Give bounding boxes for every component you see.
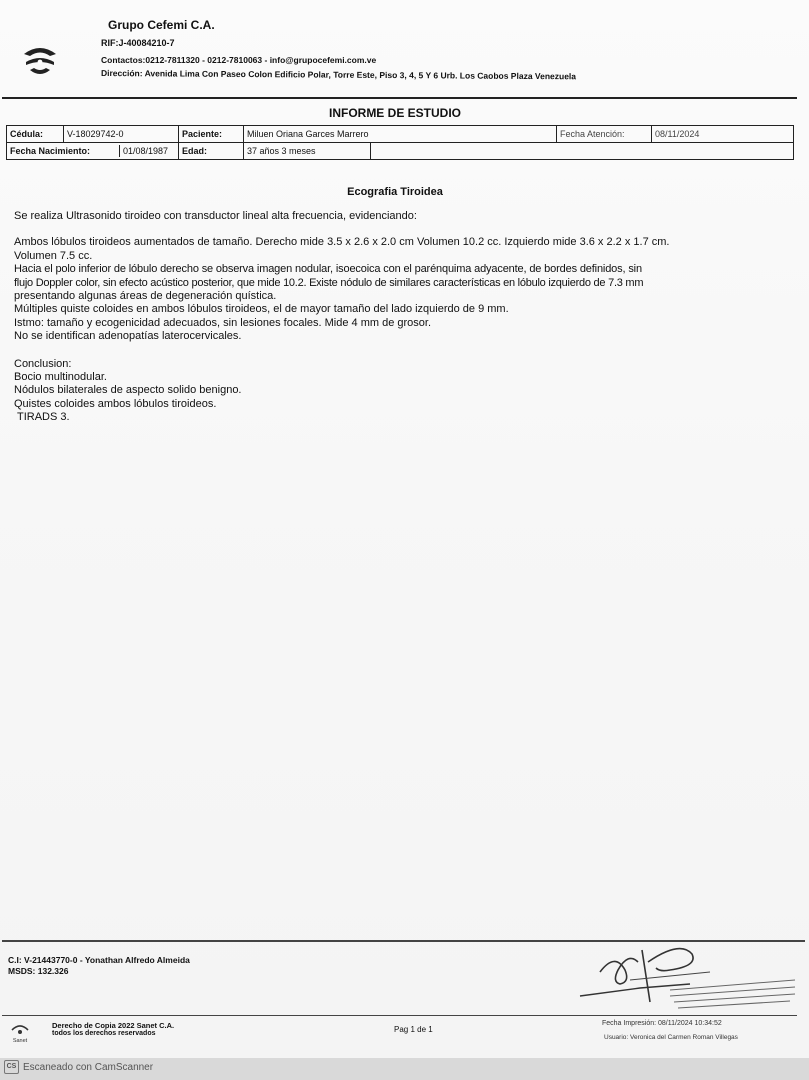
- page-number: Pag 1 de 1: [394, 1025, 433, 1034]
- patient-info-row-2: [7, 143, 794, 160]
- conclusion-line: TIRADS 3.: [17, 411, 70, 424]
- empty-cell: [371, 143, 794, 160]
- finding-line: Hacia el polo inferior de lóbulo derecho se observa imagen nodular, isoecoica con el parénquima adyacente, de bordes definidos, sin: [14, 263, 642, 276]
- finding-line: Volumen 7.5 cc.: [14, 249, 93, 262]
- header-divider: [2, 97, 797, 99]
- patient-info-row-1: [7, 126, 794, 143]
- company-address: Dirección: Avenida Lima Con Paseo Colon Edificio Polar, Torre Este, Piso 3, 4, 5 Y 6 Urb. Los Caobos Plaza Venezuela: [100, 68, 577, 82]
- finding-line: No se identifican adenopatías laterocervicales.: [14, 330, 242, 343]
- conclusion-line: Nódulos bilaterales de aspecto solido benigno.: [14, 384, 242, 397]
- report-title: INFORME DE ESTUDIO: [328, 106, 461, 120]
- company-rif: RIF:J-40084210-7: [101, 38, 175, 48]
- doctor-id: C.I: V-21443770-0 - Yonathan Alfredo Almeida: [8, 955, 190, 965]
- report-body: [14, 210, 794, 425]
- fecha-nacimiento-value: 01/08/1987: [123, 146, 169, 156]
- sanet-logo-icon: [8, 1020, 32, 1044]
- sanet-label: Sanet: [12, 1038, 28, 1044]
- finding-line: Ambos lóbulos tiroideos aumentados de tamaño. Derecho mide 3.5 x 2.6 x 2.0 cm Volumen 10.2 cc. Izquierdo mide 3.6 x 2.2 x 1.7 cm.: [14, 236, 670, 249]
- company-name: Grupo Cefemi C.A.: [108, 18, 215, 32]
- camscanner-label: Escaneado con CamScanner: [23, 1061, 154, 1073]
- fecha-atencion-value: 08/11/2024: [652, 126, 794, 143]
- copyright-line-2: todos los derechos reservados: [52, 1030, 156, 1037]
- study-intro: Se realiza Ultrasonido tiroideo con transductor lineal alta frecuencia, evidenciando:: [14, 210, 417, 222]
- edad-label: Edad:: [179, 143, 244, 160]
- footer-bottom-divider: [2, 1015, 797, 1016]
- conclusion-label: Conclusion:: [14, 357, 72, 370]
- company-contacts: Contactos:0212-7811320 - 0212-7810063 - info@grupocefemi.com.ve: [101, 55, 377, 65]
- study-title: Ecografia Tiroidea: [347, 186, 443, 198]
- edad-value: 37 años 3 meses: [244, 143, 371, 160]
- patient-info-table: [6, 125, 794, 160]
- print-date: Fecha Impresión: 08/11/2024 10:34:52: [602, 1020, 722, 1027]
- cedula-label: Cédula:: [7, 126, 64, 143]
- print-user: Usuario: Veronica del Carmen Roman Villegas: [604, 1034, 738, 1041]
- fecha-nacimiento-label: Fecha Nacimiento:: [7, 145, 120, 157]
- signature-stamp: [570, 932, 800, 1012]
- cedula-value: V-18029742-0: [64, 126, 179, 143]
- cefemi-logo-icon: [20, 40, 60, 80]
- paciente-label: Paciente:: [179, 126, 244, 143]
- conclusion-line: Quistes coloides ambos lóbulos tiroideos.: [14, 397, 217, 410]
- camscanner-icon: CS: [4, 1060, 19, 1074]
- paciente-value: Miluen Oriana Garces Marrero: [244, 126, 557, 143]
- fecha-atencion-label: Fecha Atención:: [557, 126, 652, 143]
- doctor-msds: MSDS: 132.326: [8, 966, 69, 976]
- conclusion-line: Bocio multinodular.: [14, 371, 107, 384]
- copyright-line-1: Derecho de Copia 2022 Sanet C.A.: [52, 1021, 175, 1030]
- camscanner-watermark: [4, 1060, 153, 1074]
- finding-line: Múltiples quiste coloides en ambos lóbulos tiroideos, el de mayor tamaño del lado izquierdo de 9 mm.: [14, 303, 509, 316]
- finding-line: presentando algunas áreas de degeneración quística.: [14, 290, 277, 303]
- finding-line: Istmo: tamaño y ecogenicidad adecuados, sin lesiones focales. Mide 4 mm de grosor.: [14, 316, 432, 329]
- finding-line: flujo Doppler color, sin efecto acústico posterior, que mide 10.2. Existe nódulo de similares características en lóbulo izquierdo de 7.3 mm: [14, 276, 644, 289]
